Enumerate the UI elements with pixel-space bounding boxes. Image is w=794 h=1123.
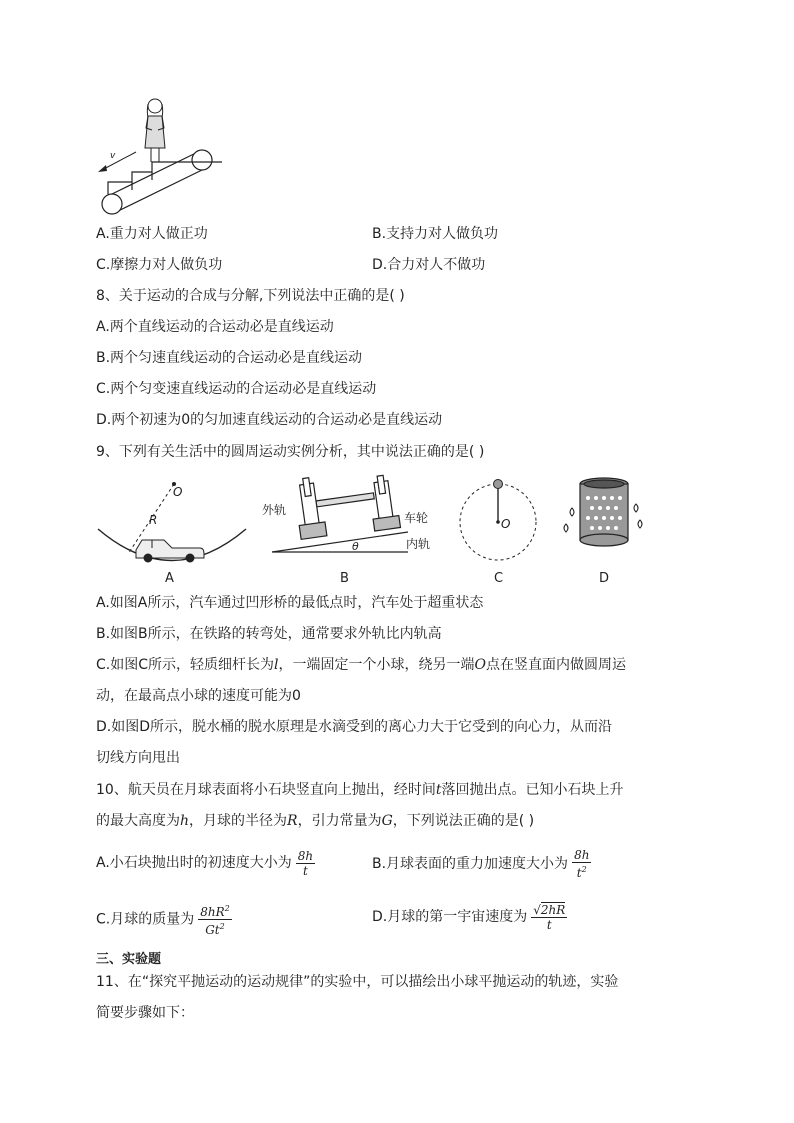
sqrt-icon: √	[533, 902, 541, 917]
q10-d-fraction	[531, 903, 567, 932]
q9-option-c-cont: 动，在最高点小球的速度可能为0	[96, 688, 301, 704]
q9-c-label: C	[494, 571, 504, 584]
q7-option-a[interactable]: A.重力对人做正功	[96, 226, 208, 242]
q10-a-text: A.小石块抛出时的初速度大小为	[96, 855, 292, 871]
q9-b-wheel: 车轮	[404, 511, 429, 525]
q10-stem-2a: 的最大高度为	[96, 813, 180, 829]
q10-option-c[interactable]	[96, 902, 232, 937]
q9-a-label: A	[165, 571, 174, 584]
q10-d-den: t	[546, 917, 552, 932]
q9-figure-c	[454, 474, 546, 584]
q9-c-center-label: O	[501, 517, 511, 531]
q9-figure-b	[258, 474, 448, 584]
q10-stem-1a: 10、航天员在月球表面将小石块竖直向上抛出，经时间	[96, 782, 436, 798]
q9-c-var-o: O	[474, 657, 486, 673]
q9-c-text-3: 点在竖直面内做圆周运	[485, 657, 626, 673]
q10-b-num: 8h	[574, 848, 590, 862]
q10-c-den: Gt	[205, 923, 220, 937]
q10-c-den-exp: 2	[219, 922, 225, 931]
q9-option-c[interactable]	[96, 655, 626, 675]
q7-option-d[interactable]: D.合力对人不做功	[372, 257, 486, 273]
q10-c-text: C.月球的质量为	[96, 911, 195, 928]
q10-a-fraction	[296, 849, 315, 878]
q9-b-outer-rail: 外轨	[262, 503, 287, 517]
q10-c-num-exp: 2	[224, 904, 230, 913]
q9-c-var-l: l	[274, 657, 279, 673]
q10-stem-line-1	[96, 780, 623, 800]
q10-var-t: t	[435, 782, 442, 798]
q8-option-c[interactable]: C.两个匀变速直线运动的合运动必是直线运动	[96, 381, 377, 397]
q10-var-r: R	[287, 813, 298, 829]
q10-b-fraction	[572, 848, 591, 880]
q9-c-text-1: C.如图C所示，轻质细杆长为	[96, 657, 275, 673]
q8-stem: 8、关于运动的合成与分解,下列说法中正确的是( )	[96, 288, 405, 304]
q9-c-text-2: ，一端固定一个小球，绕另一端	[278, 657, 475, 673]
velocity-label: v	[110, 151, 116, 161]
q10-stem-line-2	[96, 811, 534, 831]
q9-b-angle: θ	[352, 540, 359, 553]
q10-b-den-exp: 2	[581, 865, 587, 874]
q10-a-den: t	[303, 863, 308, 878]
q10-var-h: h	[180, 813, 190, 829]
q9-option-d-cont: 切线方向甩出	[96, 750, 180, 766]
q9-b-label: B	[340, 571, 349, 584]
q10-option-a[interactable]	[96, 848, 315, 878]
q9-option-d[interactable]: D.如图D所示，脱水桶的脱水原理是水滴受到的离心力大于它受到的向心力，从而沿	[96, 719, 613, 735]
q9-b-inner-rail: 内轨	[406, 537, 431, 551]
q9-figure-d	[556, 474, 652, 584]
q10-b-den: t	[576, 866, 582, 880]
q10-stem-2d: ，下列说法正确的是( )	[392, 813, 535, 829]
q7-option-b[interactable]: B.支持力对人做负功	[372, 226, 499, 242]
q9-a-radius-label: R	[149, 513, 158, 527]
q8-option-a[interactable]: A.两个直线运动的合运动必是直线运动	[96, 319, 334, 335]
q7-option-c[interactable]: C.摩擦力对人做负功	[96, 257, 223, 273]
car-icon	[136, 540, 204, 562]
q9-stem: 9、下列有关生活中的圆周运动实例分析，其中说法正确的是( )	[96, 444, 485, 460]
q10-d-num: 2hR	[540, 902, 566, 917]
q10-stem-1b: 落回抛出点。已知小石块上升	[441, 782, 624, 798]
q10-option-d[interactable]	[372, 902, 567, 932]
q11-line-2: 简要步骤如下：	[96, 1005, 194, 1021]
q8-option-d[interactable]: D.两个初速为0的匀加速直线运动的合运动必是直线运动	[96, 412, 443, 428]
q10-var-g: G	[381, 813, 393, 829]
q10-stem-2b: ，月球的半径为	[189, 813, 288, 829]
q9-a-center-label: O	[173, 485, 183, 499]
q10-option-b[interactable]	[372, 848, 591, 880]
q10-a-num: 8h	[297, 848, 314, 863]
escalator-figure	[94, 94, 224, 216]
q9-d-label: D	[599, 571, 610, 584]
q8-option-b[interactable]: B.两个匀速直线运动的合运动必是直线运动	[96, 350, 363, 366]
q10-stem-2c: ，引力常量为	[297, 813, 382, 829]
q11-line-1: 11、在“探究平抛运动的运动规律”的实验中，可以描绘出小球平抛运动的轨迹，实验	[96, 974, 619, 990]
q10-d-text: D.月球的第一宇宙速度为	[372, 909, 528, 925]
q9-figure-a	[94, 474, 250, 584]
q10-c-num: 8hR	[200, 905, 225, 919]
q9-option-b[interactable]: B.如图B所示，在铁路的转弯处，通常要求外轨比内轨高	[96, 626, 442, 642]
section-3-title: 三、实验题	[96, 952, 162, 967]
q10-c-fraction	[198, 902, 232, 937]
q9-option-a[interactable]: A.如图A所示，汽车通过凹形桥的最低点时，汽车处于超重状态	[96, 595, 484, 611]
q10-b-text: B.月球表面的重力加速度大小为	[372, 856, 569, 872]
